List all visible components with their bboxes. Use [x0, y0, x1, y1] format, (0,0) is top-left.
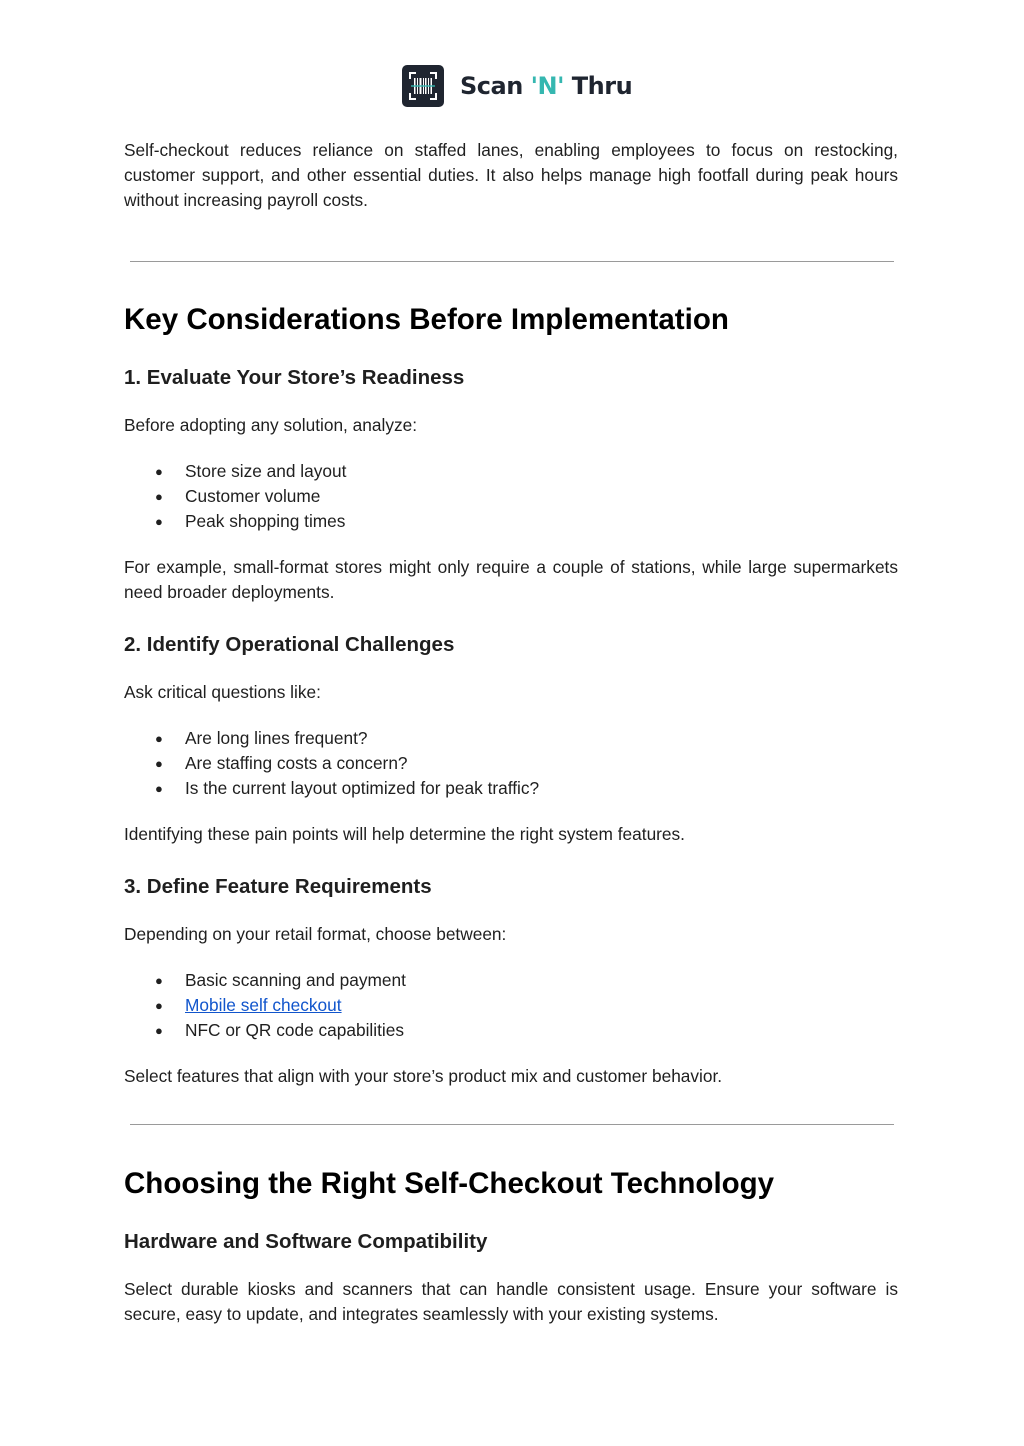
paragraph-challenges-lead: Ask critical questions like:: [124, 682, 321, 702]
readiness-list: [124, 459, 898, 534]
bullet-icon: ●: [155, 973, 163, 988]
section-heading-key-considerations: Key Considerations Before Implementation: [124, 303, 729, 336]
paragraph-features-closing: Select features that align with your store’s product mix and customer behavior.: [124, 1066, 723, 1086]
list-item: ● Are staffing costs a concern?: [124, 751, 898, 776]
features-list: [124, 968, 898, 1043]
list-item: ● Store size and layout: [124, 459, 898, 484]
paragraph-readiness-lead: Before adopting any solution, analyze:: [124, 415, 418, 435]
subheading-hardware-software: Hardware and Software Compatibility: [124, 1230, 488, 1253]
paragraph-hardware-software: Select durable kiosks and scanners that can handle consistent usage. Ensure your software is secure, easy to update, and integrates seamlessly with your existing systems.: [124, 1279, 898, 1324]
bullet-icon: ●: [155, 998, 163, 1013]
subheading-store-readiness: 1. Evaluate Your Store’s Readiness: [124, 366, 465, 389]
section-heading-choosing-technology: Choosing the Right Self-Checkout Technology: [124, 1167, 775, 1200]
list-item: [124, 993, 898, 1018]
bullet-icon: ●: [155, 756, 163, 771]
bullet-icon: ●: [155, 489, 163, 504]
subheading-operational-challenges: 2. Identify Operational Challenges: [124, 633, 455, 656]
bullet-icon: ●: [155, 1023, 163, 1038]
list-item: ● Peak shopping times: [124, 509, 898, 534]
subheading-feature-requirements: 3. Define Feature Requirements: [124, 875, 432, 898]
brand-name: Scan 'N' Thru: [460, 72, 633, 100]
paragraph-features-lead: Depending on your retail format, choose between:: [124, 924, 507, 944]
list-item: ● NFC or QR code capabilities: [124, 1018, 898, 1043]
list-item: ● Customer volume: [124, 484, 898, 509]
challenges-list: [124, 726, 898, 801]
brand-logo: [402, 65, 632, 107]
list-item: ● Is the current layout optimized for peak traffic?: [124, 776, 898, 801]
paragraph-readiness-example: For example, small-format stores might only require a couple of stations, while large supermarkets need broader deployments.: [124, 557, 898, 602]
paragraph-challenges-closing: Identifying these pain points will help determine the right system features.: [124, 824, 685, 844]
bullet-icon: ●: [155, 514, 163, 529]
intro-paragraph: Self-checkout reduces reliance on staffed lanes, enabling employees to focus on restocking, customer support, and other essential duties. It also helps manage high footfall during peak hours without increasing payroll costs.: [124, 140, 898, 210]
bullet-icon: ●: [155, 464, 163, 479]
bullet-icon: ●: [155, 731, 163, 746]
mobile-self-checkout-link[interactable]: Mobile self checkout: [185, 995, 342, 1015]
list-item: ● Are long lines frequent?: [124, 726, 898, 751]
scan-barcode-icon: [402, 65, 444, 107]
list-item: ● Basic scanning and payment: [124, 968, 898, 993]
document-body: [124, 138, 898, 1327]
bullet-icon: ●: [155, 781, 163, 796]
